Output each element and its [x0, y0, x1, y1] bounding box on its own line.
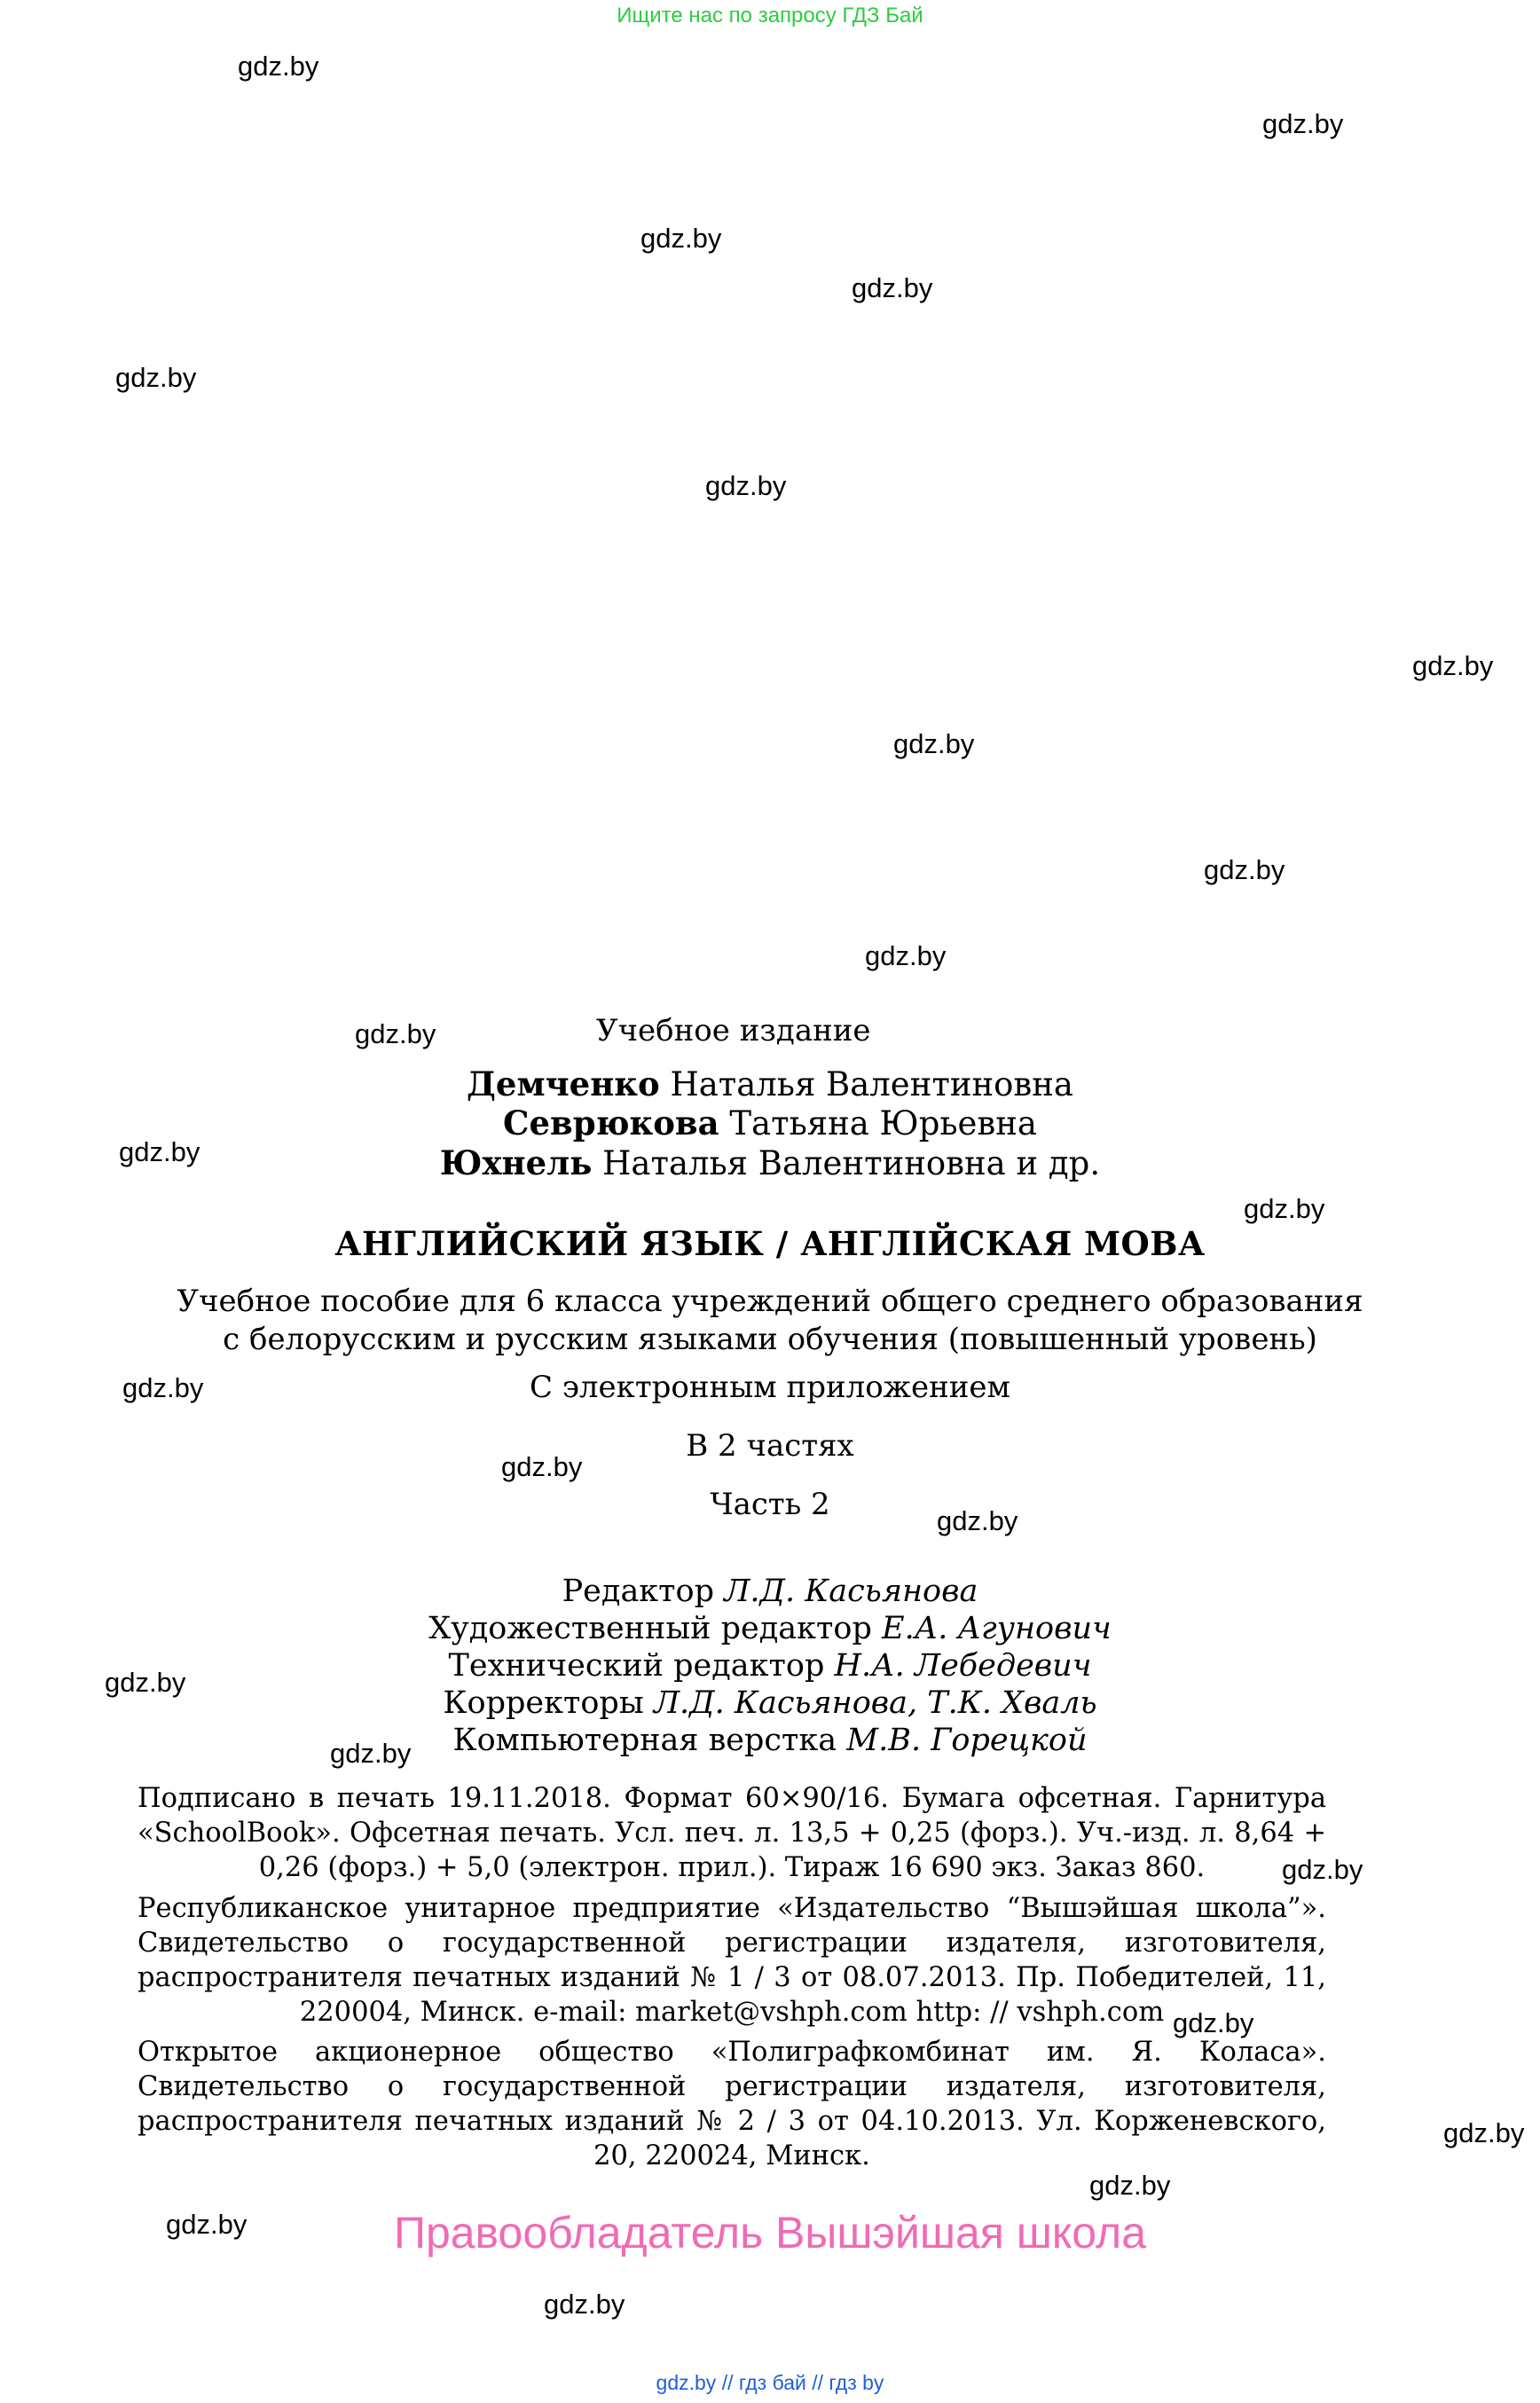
- watermark: gdz.by: [355, 1018, 436, 1049]
- author-surname: Демченко: [467, 1064, 660, 1103]
- credit-line: [0, 1685, 1540, 1721]
- watermark: gdz.by: [705, 470, 787, 501]
- subtitle-line: С электронным приложением: [530, 1370, 1010, 1405]
- watermark: gdz.by: [1204, 854, 1285, 885]
- copyright-notice: Правообладатель Вышэйшая школа: [394, 2208, 1146, 2258]
- watermark: gdz.by: [1089, 2170, 1171, 2201]
- author-name: Татьяна Юрьевна: [729, 1104, 1037, 1143]
- author-name: Наталья Валентиновна: [670, 1065, 1073, 1103]
- credit-line: [0, 1648, 1540, 1684]
- watermark: gdz.by: [544, 2289, 625, 2320]
- author-line: [0, 1143, 1540, 1182]
- credit-line: [0, 1574, 1540, 1609]
- credit-role: Технический редактор: [448, 1648, 825, 1684]
- subtitle-line: с белорусским и русским языками обучения (повышенный уровень): [223, 1322, 1317, 1357]
- author-name: Наталья Валентиновна и др.: [602, 1144, 1101, 1182]
- watermark: gdz.by: [105, 1667, 186, 1698]
- credit-role: Компьютерная верстка: [452, 1723, 837, 1758]
- watermark: gdz.by: [115, 362, 197, 393]
- watermark: gdz.by: [119, 1136, 200, 1167]
- watermark: gdz.by: [122, 1372, 204, 1403]
- imprint-publisher: Республиканское унитарное предприятие «Издательство “Вышэйшая школа”». Свидетельство о государственной регистрации издателя, изготовителя, распространителя печатных изданий № 1 / 3 от 08.07.2013. Пр. Победителей, 11, 220004, Минск. e-mail: market@vshph.com http: // vshph.com: [138, 1893, 1326, 2028]
- author-line: [0, 1103, 1540, 1143]
- watermark: gdz.by: [238, 51, 319, 82]
- watermark: gdz.by: [501, 1451, 583, 1482]
- credit-role: Редактор: [562, 1574, 715, 1609]
- top-banner: Ищите нас по запросу ГДЗ Бай: [617, 4, 923, 27]
- watermark: gdz.by: [1443, 2117, 1525, 2148]
- watermark: gdz.by: [1282, 1854, 1363, 1885]
- watermark: gdz.by: [937, 1505, 1018, 1536]
- credit-role: Корректоры: [443, 1685, 644, 1721]
- book-title: АНГЛИЙСКИЙ ЯЗЫК / АНГЛIЙСКАЯ МОВА: [334, 1224, 1206, 1263]
- author-line: [0, 1064, 1540, 1103]
- watermark: gdz.by: [330, 1738, 412, 1769]
- watermark: gdz.by: [1244, 1193, 1325, 1224]
- watermark: gdz.by: [893, 728, 975, 759]
- watermark: gdz.by: [1173, 2007, 1254, 2038]
- credit-name: Е.А. Агунович: [882, 1611, 1112, 1646]
- author-surname: Севрюкова: [503, 1103, 719, 1143]
- credit-line: [0, 1611, 1540, 1646]
- imprint-printer: Открытое акционерное общество «Полиграфкомбинат им. Я. Коласа». Свидетельство о государственной регистрации издателя, изготовителя, распространителя печатных изданий № 2 / 3 от 04.10.2013. Ул. Корженевского, 20, 220024, Минск.: [138, 2037, 1326, 2171]
- footer-links[interactable]: gdz.by // гдз бай // гдз by: [656, 2371, 884, 2394]
- credit-name: Л.Д. Касьянова, Т.К. Хваль: [653, 1685, 1097, 1721]
- edition-label: Учебное издание: [596, 1013, 871, 1048]
- credit-name: М.В. Горецкой: [846, 1723, 1088, 1758]
- subtitle-line: Учебное пособие для 6 класса учреждений общего среднего образования: [177, 1284, 1363, 1319]
- parts-label: В 2 частях: [686, 1428, 854, 1464]
- watermark: gdz.by: [166, 2209, 248, 2240]
- watermark: gdz.by: [852, 272, 933, 303]
- credit-name: Л.Д. Касьянова: [724, 1574, 978, 1609]
- author-surname: Юхнель: [439, 1143, 593, 1182]
- credit-role: Художественный редактор: [428, 1611, 872, 1646]
- watermark: gdz.by: [1262, 108, 1344, 139]
- imprint-print-info: Подписано в печать 19.11.2018. Формат 60×90/16. Бумага офсетная. Гарнитура «SchoolBook». Офсетная печать. Усл. печ. л. 13,5 + 0,25 (форз.). Уч.-изд. л. 8,64 + 0,26 (форз.) + 5,0 (электрон. прил.). Тираж 16 690 экз. Заказ 860.: [138, 1783, 1326, 1883]
- watermark: gdz.by: [1412, 650, 1494, 681]
- part-label: Часть 2: [710, 1487, 830, 1522]
- credit-name: Н.А. Лебедевич: [834, 1648, 1092, 1684]
- watermark: gdz.by: [865, 940, 947, 971]
- watermark: gdz.by: [640, 223, 722, 254]
- credit-line: [0, 1723, 1540, 1758]
